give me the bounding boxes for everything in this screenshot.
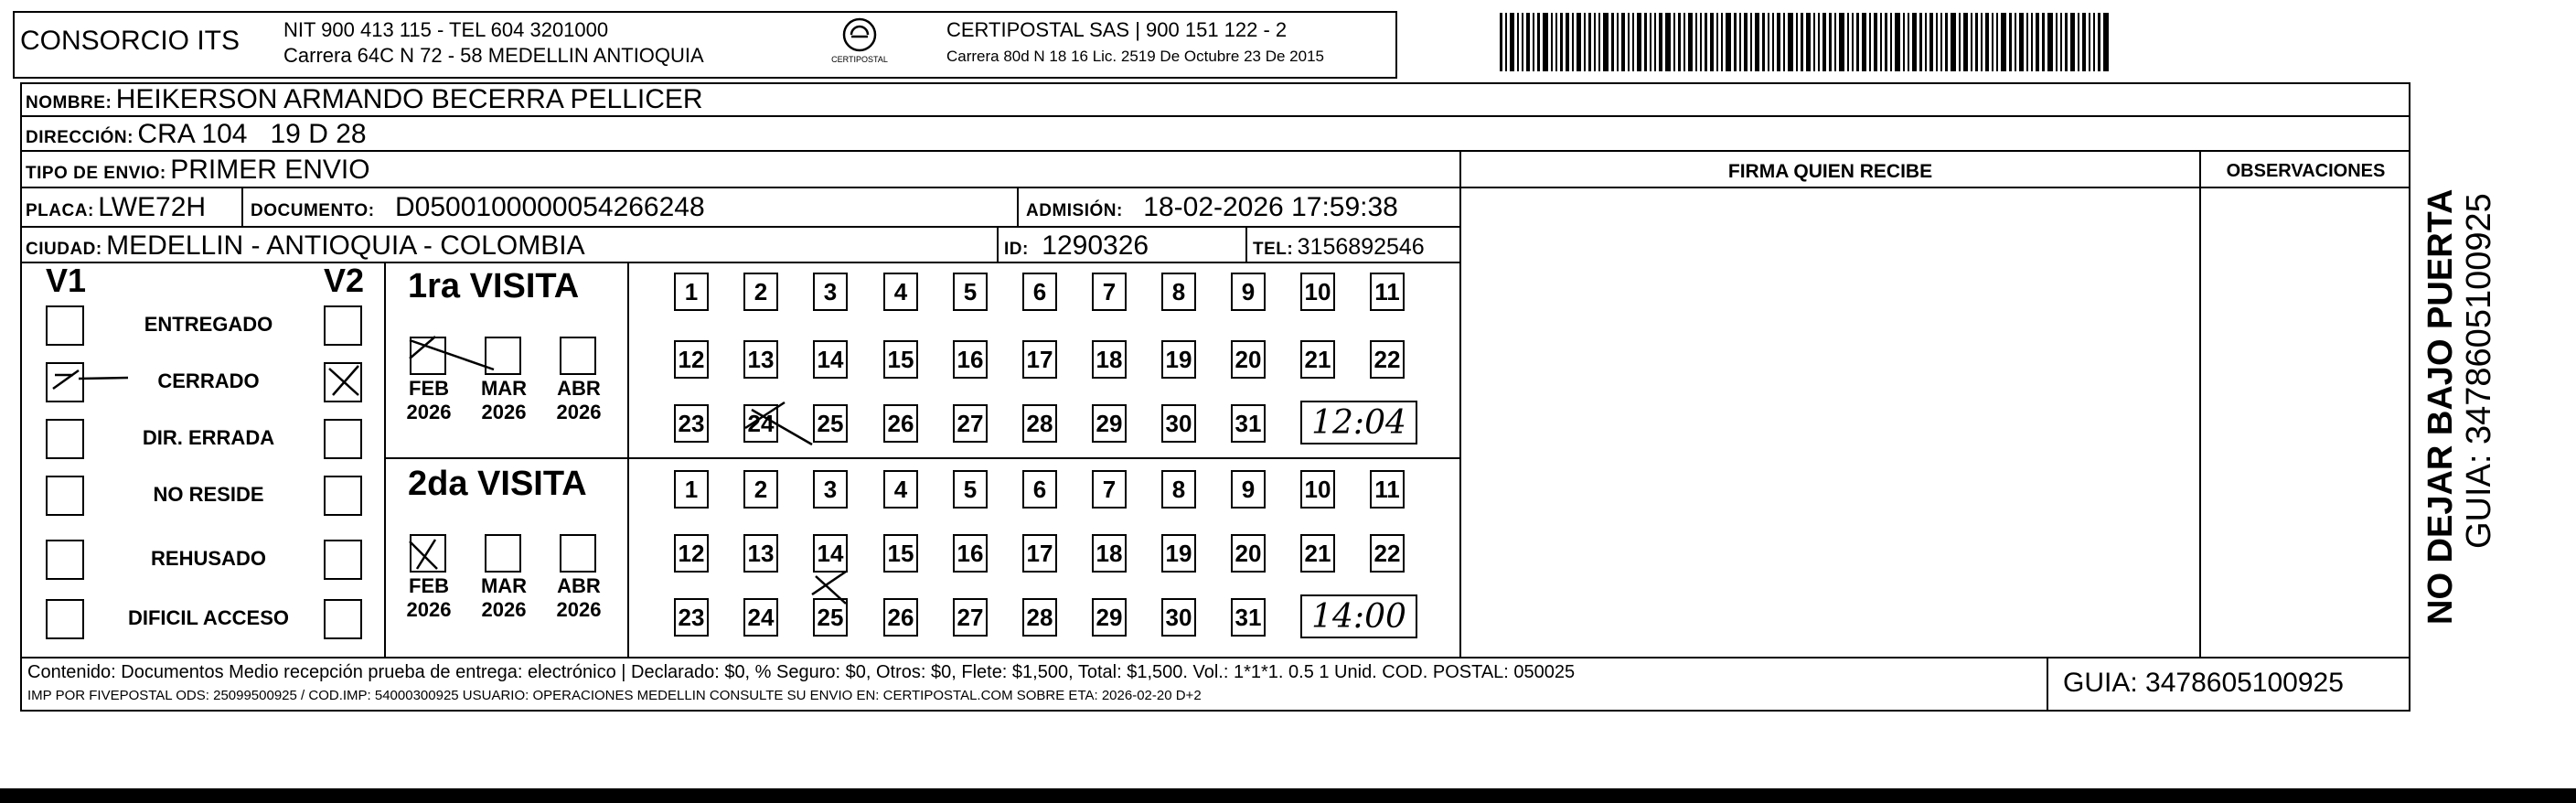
tipo-envio-value: PRIMER ENVIO xyxy=(170,155,370,185)
day-box[interactable]: 4 xyxy=(883,273,918,311)
year-label: 2026 xyxy=(406,401,452,423)
id-value: 1290326 xyxy=(1042,230,1149,261)
status-option-label: CERRADO xyxy=(157,369,260,392)
day-box[interactable]: 10 xyxy=(1300,273,1335,311)
documento-value: D0500100000054266248 xyxy=(395,192,705,222)
month-label: ABR xyxy=(557,377,601,400)
direccion-value: CRA 104 19 D 28 xyxy=(137,119,367,149)
first-visit-time: 12:04 xyxy=(1300,401,1417,444)
v2-label: V2 xyxy=(324,262,365,299)
day-box[interactable]: 24 xyxy=(743,404,778,443)
day-box[interactable]: 16 xyxy=(953,340,988,379)
day-box[interactable]: 4 xyxy=(883,470,918,509)
day-box[interactable]: 10 xyxy=(1300,470,1335,509)
day-box[interactable]: 27 xyxy=(953,404,988,443)
ciudad-label: CIUDAD: xyxy=(26,240,102,259)
status-option-label: DIFICIL ACCESO xyxy=(127,606,289,629)
month-label: ABR xyxy=(557,574,601,597)
day-box[interactable]: 31 xyxy=(1231,598,1266,637)
day-box[interactable]: 31 xyxy=(1231,404,1266,443)
tel-label: TEL: xyxy=(1253,240,1294,259)
day-box[interactable]: 30 xyxy=(1161,404,1196,443)
day-box[interactable]: 19 xyxy=(1161,534,1196,573)
day-box[interactable]: 2 xyxy=(743,470,778,509)
day-box[interactable]: 14 xyxy=(813,534,848,573)
status-option-label: ENTREGADO xyxy=(144,313,273,336)
day-box[interactable]: 23 xyxy=(674,598,709,637)
day-box[interactable]: 19 xyxy=(1161,340,1196,379)
day-box[interactable]: 14 xyxy=(813,340,848,379)
direccion-label: DIRECCIÓN: xyxy=(26,128,134,147)
day-box[interactable]: 27 xyxy=(953,598,988,637)
nombre-value: HEIKERSON ARMANDO BECERRA PELLICER xyxy=(115,84,703,114)
month-label: MAR xyxy=(480,574,528,597)
second-visit-title: 2da VISITA xyxy=(408,465,587,503)
day-box[interactable]: 7 xyxy=(1092,470,1127,509)
v1-label: V1 xyxy=(46,262,87,299)
footer-guia: GUIA: 3478605100925 xyxy=(2063,668,2344,698)
month-label: FEB xyxy=(409,574,449,597)
admision-label: ADMISIÓN: xyxy=(1026,201,1123,220)
ciudad-value: MEDELLIN - ANTIOQUIA - COLOMBIA xyxy=(106,230,585,261)
day-box[interactable]: 11 xyxy=(1370,273,1405,311)
day-box[interactable]: 6 xyxy=(1022,273,1057,311)
day-box[interactable]: 16 xyxy=(953,534,988,573)
contenido-line: Contenido: Documentos Medio recepción prueba de entrega: electrónico | Declarado: $0, % Seguro: $0, Otros: $0, Flete: $1,500, Total: $1,500. Vol.: 1*1*1. 0.5 1 Unid. COD. POSTAL: 050025 xyxy=(27,662,1576,682)
year-label: 2026 xyxy=(481,598,527,621)
status-option-label: REHUSADO xyxy=(151,547,266,570)
tel-value: 3156892546 xyxy=(1297,234,1425,260)
day-box[interactable]: 17 xyxy=(1022,340,1057,379)
day-box[interactable]: 8 xyxy=(1161,470,1196,509)
courier-line: CERTIPOSTAL SAS | 900 151 122 - 2 xyxy=(946,18,1288,41)
year-label: 2026 xyxy=(556,598,602,621)
first-visit-title: 1ra VISITA xyxy=(408,267,580,305)
day-box[interactable]: 17 xyxy=(1022,534,1057,573)
firma-label: FIRMA QUIEN RECIBE xyxy=(1727,161,1933,182)
day-box[interactable]: 5 xyxy=(953,470,988,509)
month-label: FEB xyxy=(409,377,449,400)
day-box[interactable]: 6 xyxy=(1022,470,1057,509)
day-box[interactable]: 18 xyxy=(1092,340,1127,379)
day-box[interactable]: 22 xyxy=(1370,534,1405,573)
day-box[interactable]: 13 xyxy=(743,534,778,573)
day-box[interactable]: 5 xyxy=(953,273,988,311)
year-label: 2026 xyxy=(406,598,452,621)
day-box[interactable]: 29 xyxy=(1092,404,1127,443)
status-option-label: DIR. ERRADA xyxy=(142,426,275,449)
day-box[interactable]: 21 xyxy=(1300,340,1335,379)
placa-value: LWE72H xyxy=(98,192,207,222)
company-address: Carrera 64C N 72 - 58 MEDELLIN ANTIOQUIA xyxy=(283,44,704,67)
day-box[interactable]: 9 xyxy=(1231,273,1266,311)
day-box[interactable]: 13 xyxy=(743,340,778,379)
bottom-edge xyxy=(0,788,2576,803)
no-dejar-warning: NO DEJAR BAJO PUERTA xyxy=(2421,188,2460,625)
day-box[interactable]: 28 xyxy=(1022,404,1057,443)
admision-value: 18-02-2026 17:59:38 xyxy=(1143,192,1398,222)
day-box[interactable]: 3 xyxy=(813,470,848,509)
day-box[interactable]: 26 xyxy=(883,404,918,443)
observaciones-label: OBSERVACIONES xyxy=(2226,161,2386,181)
nit-line: NIT 900 413 115 - TEL 604 3201000 xyxy=(283,18,609,41)
day-box[interactable]: 24 xyxy=(743,598,778,637)
id-label: ID: xyxy=(1004,240,1029,259)
year-label: 2026 xyxy=(556,401,602,423)
month-label: MAR xyxy=(480,377,528,400)
placa-label: PLACA: xyxy=(26,201,94,220)
year-label: 2026 xyxy=(481,401,527,423)
day-box[interactable]: 12 xyxy=(674,340,709,379)
day-box[interactable]: 25 xyxy=(813,598,848,637)
day-box[interactable]: 9 xyxy=(1231,470,1266,509)
day-box[interactable]: 21 xyxy=(1300,534,1335,573)
day-box[interactable]: 12 xyxy=(674,534,709,573)
documento-label: DOCUMENTO: xyxy=(251,201,375,220)
imp-line: IMP POR FIVEPOSTAL ODS: 25099500925 / COD.IMP: 54000300925 USUARIO: OPERACIONES MEDELLIN CONSULTE SU ENVIO EN: CERTIPOSTAL.COM SOBRE ETA: 2026-02-20 D+2 xyxy=(27,688,1202,703)
tipo-envio-label: TIPO DE ENVIO: xyxy=(26,164,166,183)
second-visit-time: 14:00 xyxy=(1300,594,1417,638)
logo-text: CERTIPOSTAL xyxy=(831,55,888,64)
day-box[interactable]: 2 xyxy=(743,273,778,311)
day-box[interactable]: 20 xyxy=(1231,534,1266,573)
day-box[interactable]: 28 xyxy=(1022,598,1057,637)
day-box[interactable]: 8 xyxy=(1161,273,1196,311)
day-box[interactable]: 3 xyxy=(813,273,848,311)
nombre-label: NOMBRE: xyxy=(26,93,112,112)
day-box[interactable]: 20 xyxy=(1231,340,1266,379)
side-guia: GUIA: 3478605100925 xyxy=(2460,193,2498,549)
day-box[interactable]: 30 xyxy=(1161,598,1196,637)
day-box[interactable]: 26 xyxy=(883,598,918,637)
day-box[interactable]: 7 xyxy=(1092,273,1127,311)
day-box[interactable]: 1 xyxy=(674,470,709,509)
day-box[interactable]: 1 xyxy=(674,273,709,311)
day-box[interactable]: 25 xyxy=(813,404,848,443)
day-box[interactable]: 18 xyxy=(1092,534,1127,573)
company-name: CONSORCIO ITS xyxy=(20,26,240,56)
status-option-label: NO RESIDE xyxy=(153,483,264,506)
day-box[interactable]: 23 xyxy=(674,404,709,443)
day-box[interactable]: 29 xyxy=(1092,598,1127,637)
day-box[interactable]: 15 xyxy=(883,534,918,573)
day-box[interactable]: 15 xyxy=(883,340,918,379)
courier-license: Carrera 80d N 18 16 Lic. 2519 De Octubre 23 De 2015 xyxy=(946,48,1324,65)
day-box[interactable]: 22 xyxy=(1370,340,1405,379)
day-box[interactable]: 11 xyxy=(1370,470,1405,509)
